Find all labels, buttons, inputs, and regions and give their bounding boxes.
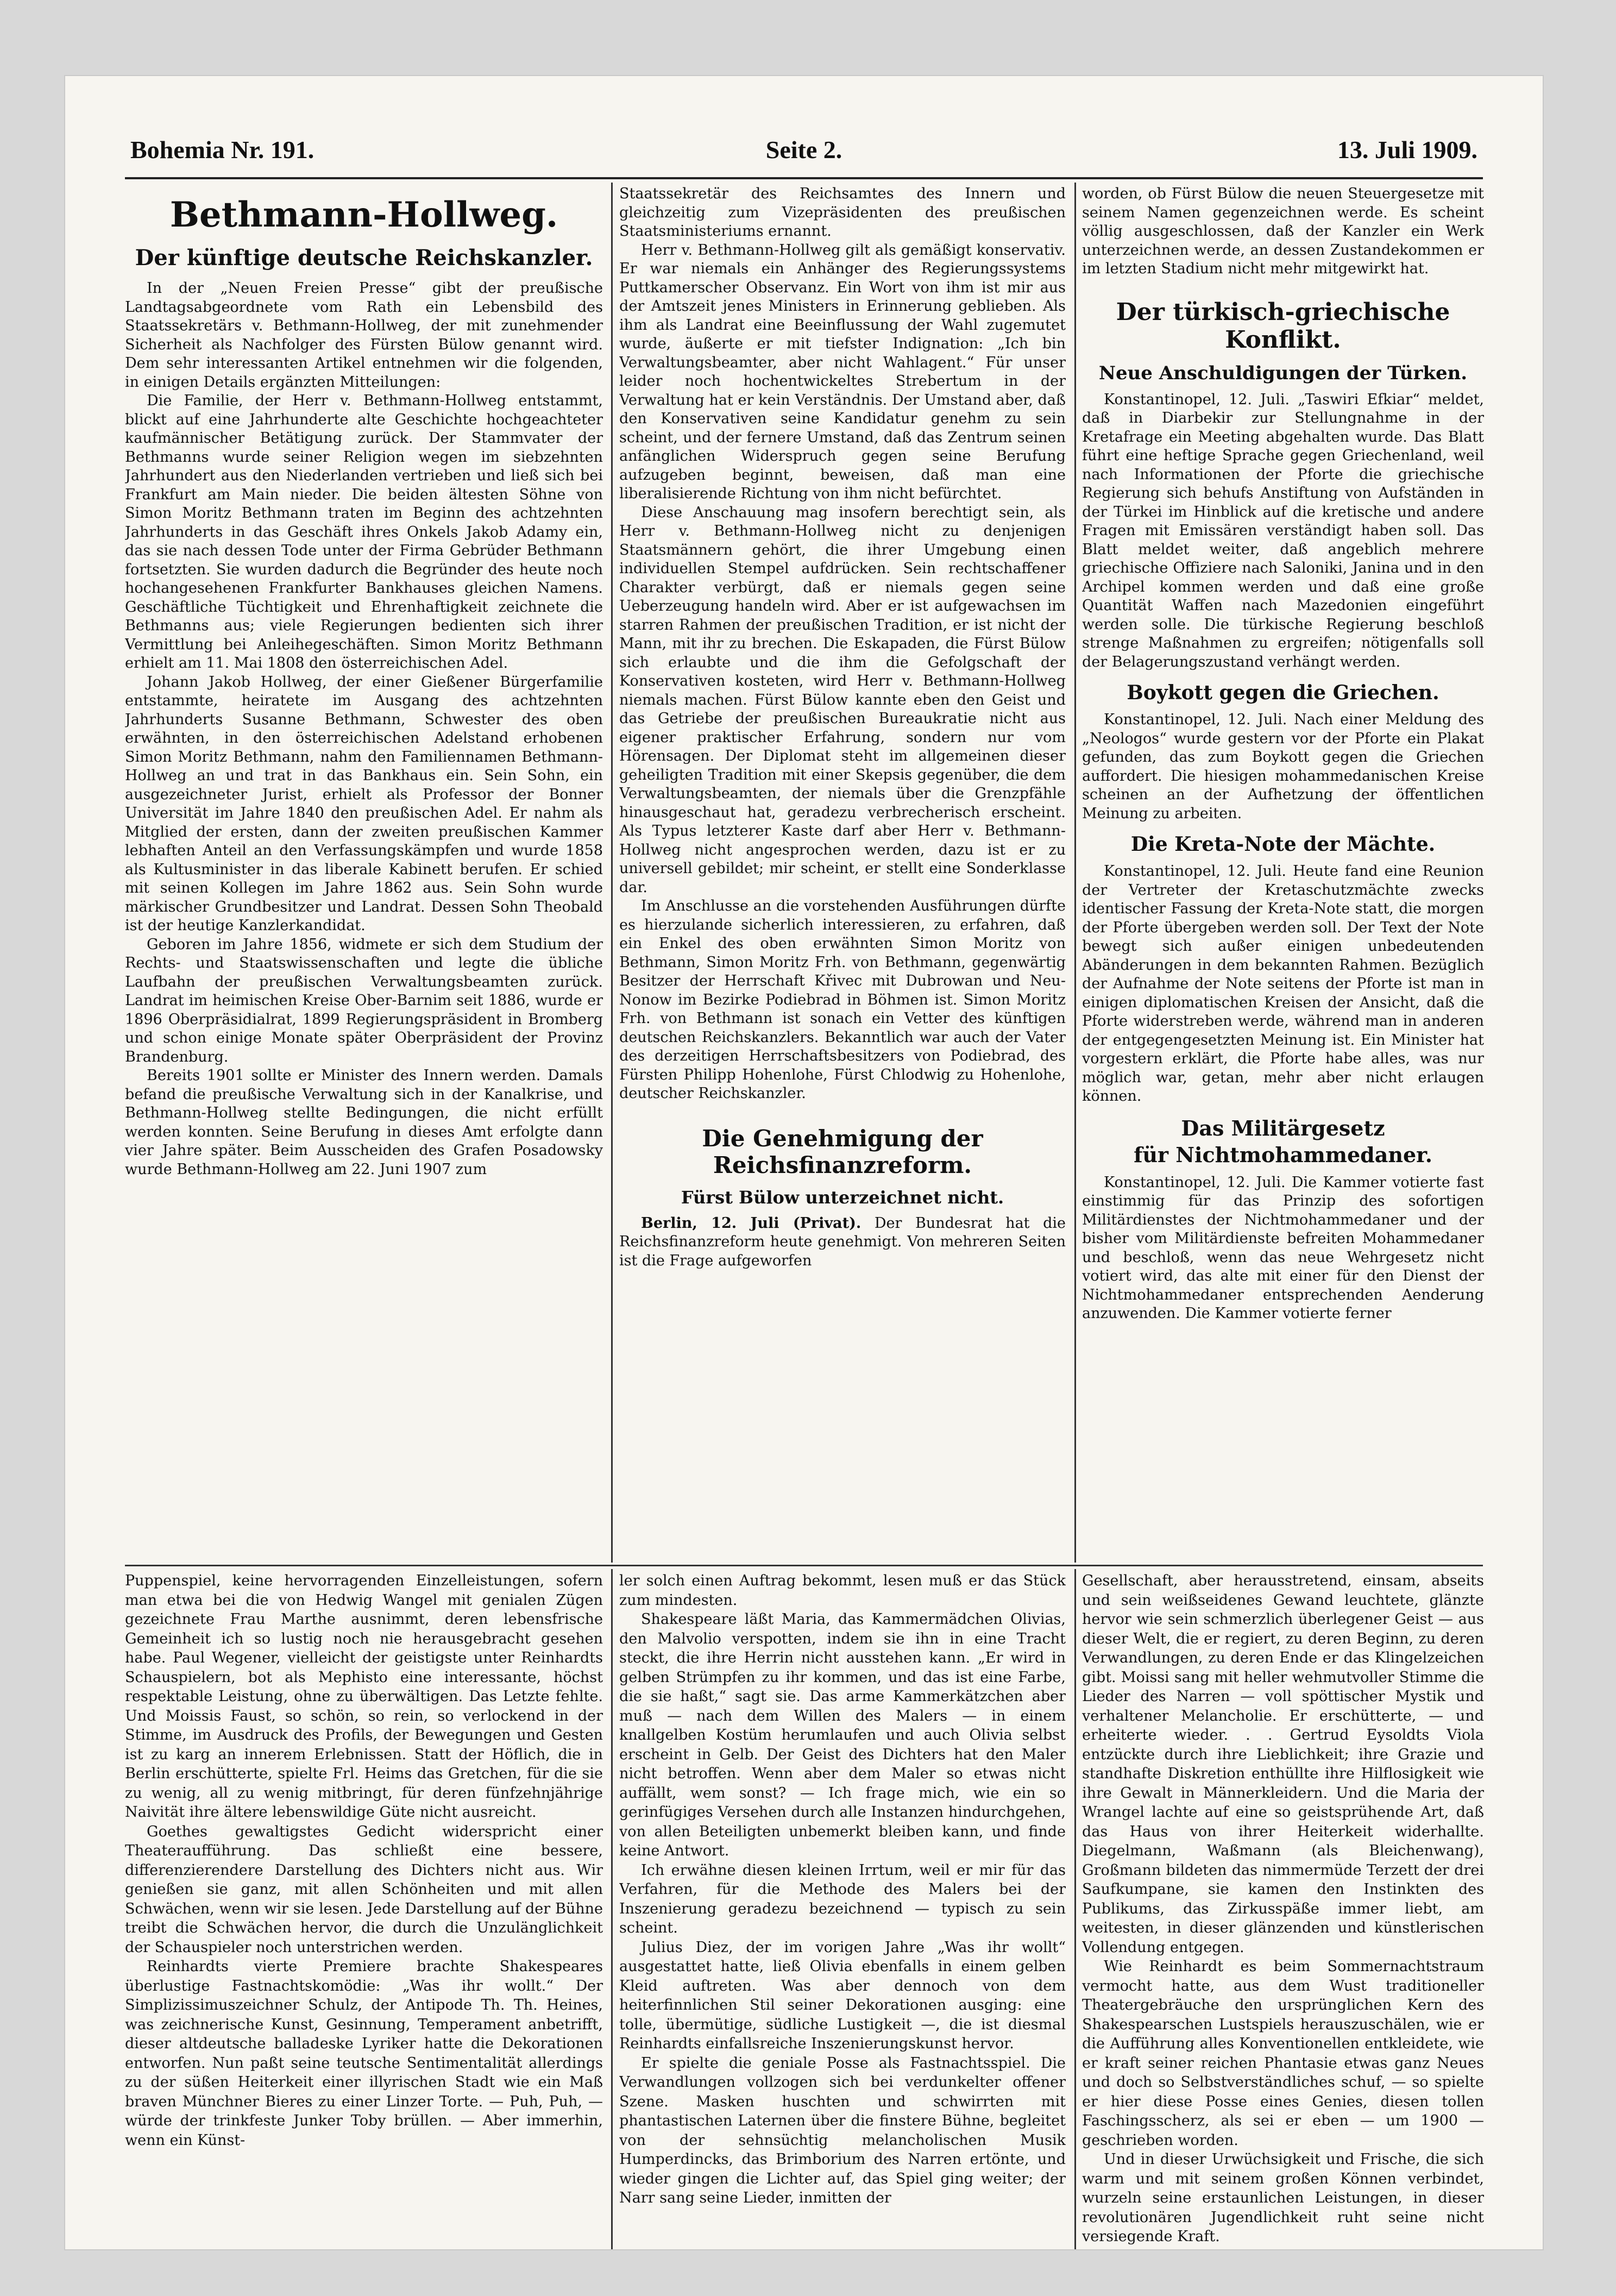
- page-number: Seite 2.: [765, 135, 842, 164]
- issue-number: Bohemia Nr. 191.: [130, 135, 315, 164]
- article-title: Der türkisch-griechische Konflikt.: [1116, 298, 1450, 354]
- paragraph: Im Anschlusse an die vorstehenden Ausführungen dürfte es hierzulande sicherlich interessieren, zu erfahren, daß ein Enkel des oben erwähnten Simon Moritz von Bethmann, Simon Moritz Frh. von Bethmann, gegenwärtig Besitzer der Herrschaft Křivec mit Dubrowan und Neu-Nonow im Bezirke Podiebrad in Böhmen ist. Simon Moritz Frh. von Bethmann ist sonach ein Vetter des künftigen deutschen Reichskanzlers. Bekanntlich war auch der Vater des derzeitigen Herrschaftsbesitzers von Podiebrad, des Fürsten Philipp Hohenlohe, Fürst Chlodwig zu Hohenlohe, deutscher Reichskanzler.: [619, 898, 1066, 1102]
- paragraph: Konstantinopel, 12. Juli. Die Kammer votierte fast einstimmig für das Prinzip des sofortigen Militärdienstes der Nichtmohammedaner und der bisher vom Militärdienste befreiten Mohammedaner und beschloß, wenn das neue Wehrgesetz nicht votiert wird, das alte mit einer für den Dienst der Nichtmohammedaner entsprechenden Aenderung anzuwenden. Die Kammer votierte ferner: [1082, 1174, 1484, 1322]
- header-rule: [125, 177, 1483, 179]
- paragraph: Johann Jakob Hollweg, der einer Gießener Bürgerfamilie entstammte, heiratete im Ausgang des achtzehnten Jahrhunderts Susanne Bethmann, Schwester des oben erwähnten, in den österreichischen Adelstand erhobenen Simon Moritz Bethmann, nahm den Familiennamen Bethmann-Hollweg an und trat in das Bankhaus ein. Sein Sohn, ein ausgezeichneter Jurist, erhielt als Professor der Bonner Universität im Jahre 1840 den preußischen Adel. Er nahm als Mitglied der ersten, dann der zweiten preußischen Kammer lebhaften Anteil an den Verfassungskämpfen und wurde 1858 als Kultusminister in das liberale Kabinett berufen. Er schied mit seinen Kollegen im Jahre 1862 aus. Sein Sohn wurde märkischer Grundbesitzer und Landrat. Dessen Sohn Theobald ist der heutige Kanzlerkandidat.: [125, 673, 603, 934]
- column-divider: [1074, 1569, 1076, 2249]
- column-divider: [611, 183, 613, 1563]
- feuilleton-column-1: [125, 1571, 603, 2245]
- paragraph: Konstantinopel, 12. Juli. Nach einer Meldung des „Neologos“ wurde gestern vor der Pforte ein Plakat gefunden, das zum Boykott gegen die Griechen auffordert. Die hiesigen mohammedanischen Kreise scheinen an der Aufhetzung der öffentlichen Meinung zu arbeiten.: [1082, 711, 1484, 822]
- paragraph: Die Familie, der Herr v. Bethmann-Hollweg entstammt, blickt auf eine Jahrhunderte alte Geschichte hochgeachteter kaufmännischer Betätigung zurück. Der Stammvater der Bethmanns wurde seiner Religion wegen im siebzehnten Jahrhundert aus den Niederlanden vertrieben und ließ sich bei Frankfurt am Main nieder. Die beiden ältesten Söhne von Simon Moritz Bethmann traten im Beginn des achtzehnten Jahrhunderts in das Geschäft ihres Onkels Jakob Adamy ein, das sie nach dessen Tode unter der Firma Gebrüder Bethmann fortsetzten. Sie wurden dadurch die Begründer des heute noch hochangesehenen Frankfurter Bankhauses gleichen Namens. Geschäftliche Tüchtigkeit und Ehrenhaftigkeit zeichnete die Bethmanns aus; viele Regierungen bedienten sich ihrer Vermittlung bei Anleihegeschäften. Simon Moritz Bethmann erhielt am 11. Mai 1808 den österreichischen Adel.: [125, 392, 603, 672]
- paragraph: In der „Neuen Freien Presse“ gibt der preußische Landtagsabgeordnete vom Rath ein Lebensbild des Staatssekretärs v. Bethmann-Hollweg, der mit zunehmender Sicherheit als Nachfolger des Fürsten Bülow genannt wird. Dem sehr interessanten Artikel entnehmen wir die folgenden, in einigen Details ergänzten Mitteilungen:: [125, 280, 603, 391]
- article-title: Die Genehmigung der Reichsfinanzreform.: [702, 1125, 983, 1178]
- dateline: Berlin, 12. Juli (Privat).: [641, 1214, 862, 1232]
- paragraph: Er spielte die geniale Posse als Fastnachtsspiel. Die Verwandlungen vollzogen sich bei verdunkelter offener Szene. Masken huschten und schwirrten mit phantastischen Laternen über die finstere Bühne, begleitet von der sehnsüchtig melancholischen Musik Humperdincks, das Brimborium des Narren ertönte, und wieder gingen die Lichter auf, das Spiel ging weiter; der Narr sang seine Lieder, inmitten der: [619, 2054, 1066, 2206]
- paragraph: Puppenspiel, keine hervorragenden Einzelleistungen, sofern man etwa bei die von Hedwig Wangel mit genialen Zügen gezeichnete Frau Marthe ausnimmt, deren lebensfrische Gemeinheit ich so lustig noch nie herausgebracht gesehen habe. Paul Wegener, vielleicht der geistigste unter Reinhardts Schauspielern, bot als Mephisto eine interessante, höchst respektable Leistung, ohne zu überwältigen. Das Letzte fehlte. Und Moissis Faust, so schön, so rein, so verlockend in der Stimme, im Ausdruck des Profils, der Bewegungen und Gesten ist zu karg an innerem Erlebnissen. Statt der Höflich, die in Berlin erschütterte, spielte Frl. Heims das Gretchen, für die sie zu wenig, all zu wenig mitbringt, für deren fünfzehnjährige Naivität ihre ältere lebenswildige Güte nicht ausreicht.: [125, 1572, 603, 1821]
- article-title: Die Kreta-Note der Mächte.: [1130, 833, 1436, 856]
- article-title: Bethmann-Hollweg.: [169, 195, 558, 235]
- paragraph: Konstantinopel, 12. Juli. „Taswiri Efkiar“ meldet, daß in Diarbekir zur Stellungnahme in der Kretafrage ein Meeting abgehalten wurde. Das Blatt führt eine heftige Sprache gegen Griechenland, weil nach Informationen der Pforte die griechische Regierung sich behufs Anstiftung von Aufständen in der Türkei im Hinblick auf die kretische und andere Fragen mit Emissären verständigt haben soll. Das Blatt meldet weiter, daß angeblich mehrere griechische Offiziere nach Saloniki, Janina und in den Archipel kommen werden und daß eine große Quantität Waffen nach Mazedonien eingeführt werden solle. Die türkische Regierung beschloß strenge Maßnahmen zu ergreifen; nötigenfalls soll der Belagerungszustand verhängt werden.: [1082, 391, 1484, 670]
- page-header: [130, 125, 1477, 174]
- column-1: [125, 185, 603, 1559]
- column-2: [619, 185, 1066, 1559]
- newspaper-page: [65, 76, 1543, 2249]
- paragraph: Der Bundesrat hat die Reichsfinanzreform heute genehmigt. Von mehreren Seiten ist die Frage aufgeworfen: [619, 1214, 1066, 1269]
- column-divider: [1074, 183, 1076, 1563]
- paragraph: Herr v. Bethmann-Hollweg gilt als gemäßigt konservativ. Er war niemals ein Anhänger des Regierungssystems Puttkamerscher Observanz. Ein Wort von ihm ist mir aus der Amtszeit jenes Ministers in Erinnerung geblieben. Als ihm als Landrat eine Beeinflussung der Wahl zugemutet wurde, äußerte er mit tiefster Indignation: „Ich bin Verwaltungsbeamter, aber nicht Wahlagent.“ Für unser leider noch hochentwickeltes Strebertum in der Verwaltung hat er kein Verständnis. Der Umstand aber, daß den Konservativen seine Kandidatur genehm zu sein scheint, und der fernere Umstand, daß das Zentrum seinen anfänglichen Widerspruch gegen seine Berufung aufzugeben beginnt, beweisen, daß man eine liberalisierende Richtung von ihm nicht befürchtet.: [619, 241, 1066, 502]
- paragraph: worden, ob Fürst Bülow die neuen Steuergesetze mit seinem Namen gegenzeichnen werde. Es scheint völlig ausgeschlossen, daß der Kanzler ein Werk unterzeichnen werde, an dessen Zustandekommen er im letzten Stadium nicht mehr mitgewirkt hat.: [1082, 185, 1484, 277]
- article-title: Das Militärgesetz: [1181, 1115, 1385, 1140]
- paragraph: Shakespeare läßt Maria, das Kammermädchen Olivias, den Malvolio verspotten, indem sie ihn in eine Tracht steckt, die ihre Herrin nicht ausstehen kann. „Er wird in gelben Strümpfen zu ihr kommen, und das ist eine Farbe, die sie haßt,“ sagt sie. Das arme Kammerkätzchen aber muß — nach dem Willen des Malers — in einem knallgelben Kostüm herumlaufen und auch Olivia selbst erscheint in Gelb. Der Geist des Dichters hat den Maler nicht betroffen. Wenn aber dem Maler so etwas nicht auffällt, wem sonst? — Ich frage mich, wie ein so gerinfügiges Versehen durch alle Instanzen hindurchgehen, von allen Beteiligten unbemerkt bleiben kann, und finde keine Antwort.: [619, 1611, 1066, 1859]
- paragraph: Diese Anschauung mag insofern berechtigt sein, als Herr v. Bethmann-Hollweg nicht zu denjenigen Staatsmännern gehört, die ihrer Umgebung einen individuellen Stempel aufdrücken. Sein rechtschaffener Charakter verbürgt, daß er niemals gegen seine Ueberzeugung handeln wird. Aber er ist aufgewachsen im starren Rahmen der preußischen Tradition, er ist nicht der Mann, mit ihr zu brechen. Die Eskapaden, die Fürst Bülow sich erlaubte und die ihm die Gefolgschaft der Konservativen kosteten, wird Herr v. Bethmann-Hollweg niemals machen. Fürst Bülow kannte eben den Geist und das Getriebe der preußischen Bureaukratie nicht aus eigener praktischer Erfahrung, sondern nur vom Hörensagen. Der Diplomat steht im allgemeinen dieser geheiligten Tradition mit einer Skepsis gegenüber, die dem Verwaltungsbeamten, der niemals über die Grenzpfähle hinausgeschaut hat, geradezu verbrecherisch erscheint. Als Typus letzterer Kaste darf aber Herr v. Bethmann-Hollweg nicht angesprochen werden, dazu ist er zu universell gebildet; mir scheint, er stellt eine Sonderklasse dar.: [619, 504, 1066, 896]
- feuilleton-column-2: [619, 1571, 1066, 2245]
- article-subtitle: Neue Anschuldigungen der Türken.: [1098, 362, 1468, 384]
- paragraph: Staatssekretär des Reichsamtes des Innern und gleichzeitig zum Vizepräsidenten des preußischen Staatsministeriums ernannt.: [619, 185, 1066, 240]
- paragraph: Bereits 1901 sollte er Minister des Innern werden. Damals befand die preußische Verwaltung sich in der Kanalkrise, und Bethmann-Hollweg stellte Bedingungen, die nicht erfüllt werden konnten. Seine Berufung in dieses Amt erfolgte dann vier Jahre später. Beim Ausscheiden des Grafen Posadowsky wurde Bethmann-Hollweg am 22. Juni 1907 zum: [125, 1067, 603, 1178]
- article-subtitle: Fürst Bülow unterzeichnet nicht.: [681, 1187, 1004, 1208]
- paragraph: Geboren im Jahre 1856, widmete er sich dem Studium der Rechts- und Staatswissenschaften und legte die übliche Laufbahn der preußischen Verwaltungsbeamten zurück. Landrat im heimischen Kreise Ober-Barnim seit 1886, wurde er 1896 Oberpräsidialrat, 1899 Regierungspräsident in Bromberg und schon einige Monate später Oberpräsident der Provinz Brandenburg.: [125, 936, 603, 1065]
- paragraph: Julius Diez, der im vorigen Jahre „Was ihr wollt“ ausgestattet hatte, ließ Olivia ebenfalls in einem gelben Kleid auftreten. Was aber dennoch von dem heiterfinnlichen Stil seiner Dekorationen ausging: eine tolle, übermütige, südliche Lustigkeit —, die ist diesmal Reinhardts einfallsreiche Inszenierungskunst hervor.: [619, 1939, 1066, 2052]
- paragraph: ler solch einen Auftrag bekommt, lesen muß er das Stück zum mindesten.: [619, 1572, 1066, 1609]
- paragraph: Ich erwähne diesen kleinen Irrtum, weil er mir für das Verfahren, für die Methode des Malers bei der Inszenierung geradezu bezeichnend — typisch zu sein scheint.: [619, 1861, 1066, 1936]
- paragraph: Gesellschaft, aber herausstretend, einsam, abseits und sein weißseidenes Gewand leuchtete, glänzte hervor wie sein schmerzlich überlegener Geist — aus dieser Welt, die er regiert, zu deren Beginn, zu deren Verwandlungen, zu deren Ende er das Klingelzeichen gibt. Moissi sang mit heller wehmutvoller Stimme die Lieder des Narren — voll spöttischer Mystik und verhaltener Melancholie. Er erschütterte, — und erheiterte wieder. . . Gertrud Eysoldts Viola entzückte durch ihre Lieblichkeit; ihre Grazie und standhafte Diskretion enthüllte ihre Hilflosigkeit wie ihre Gewalt in Männerkleidern. Und die Maria der Wrangel lachte auf eine so geistsprühende Art, daß das Haus von ihrer Heiterkeit widerhallte. Diegelmann, Waßmann (als Bleichenwang), Großmann bildeten das nimmermüde Terzett der drei Saufkumpane, sie kamen den Instinkten des Publikums, das Zirkusspäße immer liebt, am weitesten, in dieser glänzenden und künstlerischen Vollendung entgegen.: [1082, 1572, 1484, 1956]
- article-title: Boykott gegen die Griechen.: [1127, 681, 1439, 704]
- article-title-line-2: für Nichtmohammedaner.: [1134, 1142, 1432, 1167]
- column-divider: [611, 1569, 613, 2249]
- article-subtitle: Der künftige deutsche Reichskanzler.: [135, 245, 593, 271]
- column-3: [1082, 185, 1484, 1559]
- feuilleton-rule: [125, 1565, 1483, 1566]
- paragraph: Und in dieser Urwüchsigkeit und Frische, die sich warm und mit seinem großen Können verbindet, wurzeln seine erstaunlichen Leistungen, in dieser revolutionären Jugendlichkeit ruht seine nicht versiegende Kraft.: [1082, 2151, 1484, 2245]
- paragraph: Reinhardts vierte Premiere brachte Shakespeares überlustige Fastnachtskomödie: „Was ihr wollt.“ Der Simplizissimuszeichner Schulz, der Antipode Th. Th. Heines, was zeichnerische Kunst, Gesinnung, Temperament anbetrifft, dieser altdeutsche balladeske Lyriker hatte die Dekorationen entworfen. Nun paßt seine teutsche Sentimentalität allerdings zu der süßen Heiterkeit einer illyrischen Stadt wie ein Maß braven Münchner Bieres zu einer Linzer Torte. — Puh, Puh, — würde der trinkfeste Junker Toby brüllen. — Aber immerhin, wenn ein Künst-: [125, 1958, 603, 2149]
- issue-date: 13. Juli 1909.: [1337, 135, 1478, 164]
- paragraph: Konstantinopel, 12. Juli. Heute fand eine Reunion der Vertreter der Kretaschutzmächte zwecks identischer Fassung der Kreta-Note statt, die morgen der Pforte übergeben werden soll. Der Text der Note bewegt sich außer einigen unbedeutenden Abänderungen in dem bekannten Rahmen. Bezüglich der Aufnahme der Note seitens der Pforte ist man in einigen diplomatischen Kreisen der Ansicht, daß die Pforte widerstreben werde, während man in anderen der entgegengesetzten Meinung ist. Ein Minister hat vorgestern erklärt, die Pforte habe alles, was nur möglich war, getan, mehr aber nicht erlaugen können.: [1082, 863, 1484, 1105]
- paragraph: Goethes gewaltigstes Gedicht widerspricht einer Theateraufführung. Das schließt eine bessere, differenzierendere Darstellung des Dichters nicht aus. Wir genießen sie ganz, mit allen Schönheiten und mit allen Schwächen, wenn wir sie lesen. Jede Darstellung auf der Bühne treibt die Schwächen hervor, die durch die Unzulänglichkeit der Schauspieler noch unterstrichen werden.: [125, 1823, 603, 1956]
- feuilleton-column-3: [1082, 1571, 1484, 2245]
- paragraph: Wie Reinhardt es beim Sommernachtstraum vermocht hatte, aus dem Wust traditioneller Theatergebräuche den ursprünglichen Kern des Shakespearschen Lustspiels herauszuschälen, wie er die Aufführung alles Konventionellen entkleidete, wie er kraft seiner reichen Phantasie etwas ganz Neues und doch so Selbstverständliches schuf, — so spielte er hier diese Posse eines Genies, diesen tollen Faschingsscherz, als sei er eben — um 1900 — geschrieben worden.: [1082, 1958, 1484, 2149]
